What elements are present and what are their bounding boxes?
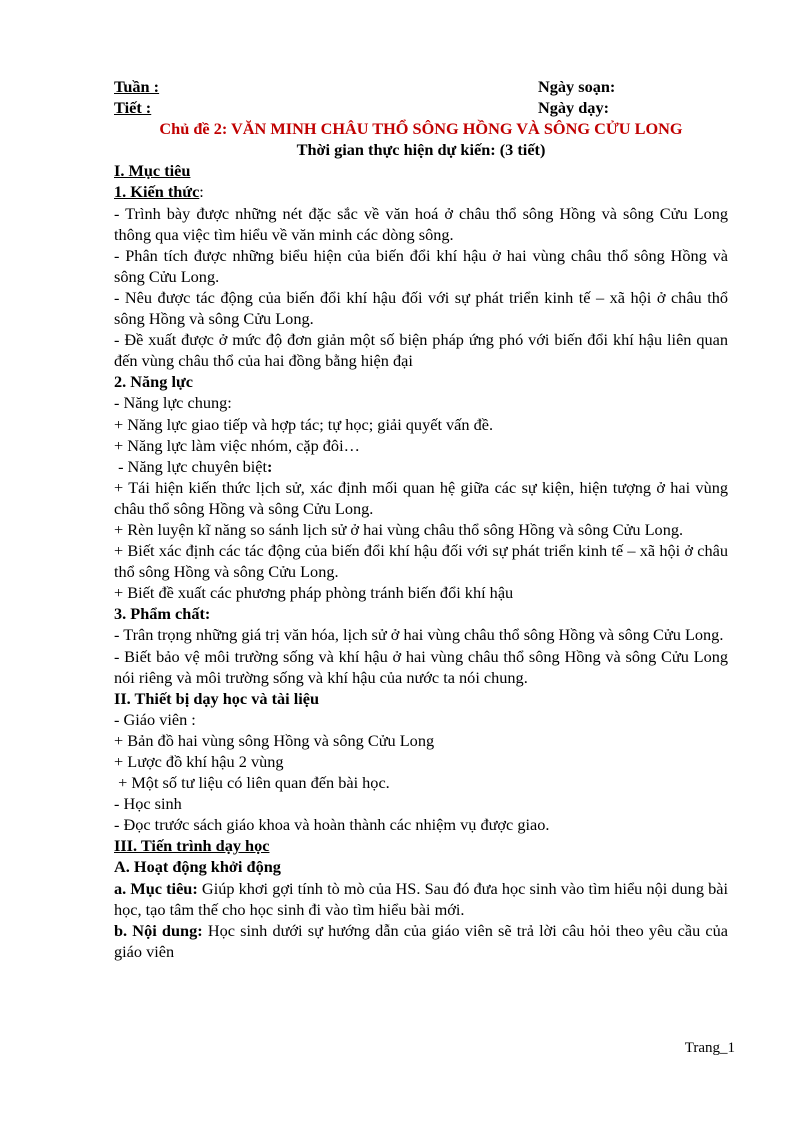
knowledge-item: - Nêu được tác động của biến đổi khí hậu đối với sự phát triển kinh tế – xã hội ở châu thổ sông Hồng và sông Cửu Long. bbox=[114, 287, 728, 329]
section-1-heading: I. Mục tiêu bbox=[114, 161, 191, 181]
activity-a-content bbox=[114, 920, 728, 962]
materials-item: + Lược đồ khí hậu 2 vùng bbox=[114, 752, 284, 771]
specific-competence-label: - Năng lực chuyên biệt bbox=[114, 456, 268, 476]
specific-competence-item: + Biết đề xuất các phương pháp phòng tránh biến đổi khí hậu bbox=[114, 583, 514, 603]
duration-text: Thời gian thực hiện dự kiến: (3 tiết) bbox=[296, 140, 546, 160]
prep-date-label: Ngày soạn: bbox=[538, 77, 616, 96]
header-row-period bbox=[114, 97, 728, 118]
materials-item: - Đọc trước sách giáo khoa và hoàn thành các nhiệm vụ được giao. bbox=[114, 815, 550, 835]
specific-competence-item: + Tái hiện kiến thức lịch sử, xác định mối quan hệ giữa các sự kiện, hiện tượng ở hai vùng châu thổ sông Hồng và sông Cửu Long. bbox=[114, 477, 728, 518]
specific-competence-row bbox=[114, 456, 728, 477]
knowledge-heading-row bbox=[114, 181, 728, 202]
goal-text: Giúp khơi gợi tính tò mò của HS. Sau đó đưa học sinh vào tìm hiểu nội dung bài học, tạo tâm thế cho học sinh đi vào tìm hiểu bài mới. bbox=[114, 878, 728, 919]
topic-title: Chủ đề 2: VĂN MINH CHÂU THỔ SÔNG HỒNG VÀ SÔNG CỬU LONG bbox=[159, 119, 683, 139]
knowledge-item: - Phân tích được những biểu hiện của biến đổi khí hậu ở hai vùng châu thổ sông Hồng và sông Cửu Long. bbox=[114, 245, 728, 286]
document-page bbox=[114, 76, 728, 962]
materials-item: - Giáo viên : bbox=[114, 709, 196, 729]
specific-competence-colon: : bbox=[267, 456, 273, 476]
knowledge-item: - Đề xuất được ở mức độ đơn giản một số biện pháp ứng phó với biến đổi khí hậu liên quan đến vùng châu thổ của hai đồng bằng hiện đại bbox=[114, 330, 728, 371]
qualities-heading: 3. Phẩm chất: bbox=[114, 604, 211, 624]
specific-competence-item: + Biết xác định các tác động của biến đổi khí hậu đối với sự phát triển kinh tế – xã hội ở châu thổ sông Hồng và sông Cửu Long. bbox=[114, 541, 728, 582]
general-competence-item: + Năng lực giao tiếp và hợp tác; tự học; giải quyết vấn đề. bbox=[114, 414, 494, 434]
section-2-heading: II. Thiết bị dạy học và tài liệu bbox=[114, 688, 320, 708]
knowledge-heading: 1. Kiến thức bbox=[114, 182, 200, 202]
materials-item: + Bản đồ hai vùng sông Hồng và sông Cửu Long bbox=[114, 730, 435, 750]
header-row-week bbox=[114, 76, 728, 97]
materials-item: - Học sinh bbox=[114, 794, 182, 814]
section-3-heading: III. Tiến trình dạy học bbox=[114, 836, 270, 856]
qualities-item: - Biết bảo vệ môi trường sống và khí hậu ở hai vùng châu thổ sông Hồng và sông Cửu Long nói riêng và môi trường sống và khí hậu của nước ta nói chung. bbox=[114, 646, 728, 687]
qualities-item: - Trân trọng những giá trị văn hóa, lịch sử ở hai vùng châu thổ sông Hồng và sông Cửu Long. bbox=[114, 625, 724, 645]
materials-item: + Một số tư liệu có liên quan đến bài học. bbox=[114, 773, 390, 793]
activity-a-heading: A. Hoạt động khởi động bbox=[114, 857, 281, 877]
week-label: Tuần : bbox=[114, 77, 160, 96]
knowledge-item: - Trình bày được những nét đặc sắc về văn hoá ở châu thổ sông Hồng và sông Cửu Long thông qua việc tìm hiểu về văn minh các dòng sông. bbox=[114, 203, 728, 244]
general-competence-label: - Năng lực chung: bbox=[114, 393, 232, 413]
teach-date-label: Ngày dạy: bbox=[538, 98, 610, 118]
competence-heading: 2. Năng lực bbox=[114, 372, 193, 392]
knowledge-colon: : bbox=[199, 182, 204, 202]
general-competence-item: + Năng lực làm việc nhóm, cặp đôi… bbox=[114, 435, 360, 455]
period-label: Tiết : bbox=[114, 98, 152, 118]
content-label: b. Nội dung: bbox=[114, 920, 203, 940]
activity-a-goal bbox=[114, 878, 728, 920]
content-text: Học sinh dưới sự hướng dẫn của giáo viên sẽ trả lời câu hỏi theo yêu cầu của giáo viên bbox=[114, 920, 728, 961]
goal-label: a. Mục tiêu: bbox=[114, 878, 198, 898]
page-number: Trang_1 bbox=[684, 1040, 735, 1056]
specific-competence-item: + Rèn luyện kĩ năng so sánh lịch sử ở hai vùng châu thổ sông Hồng và sông Cửu Long. bbox=[114, 519, 684, 539]
